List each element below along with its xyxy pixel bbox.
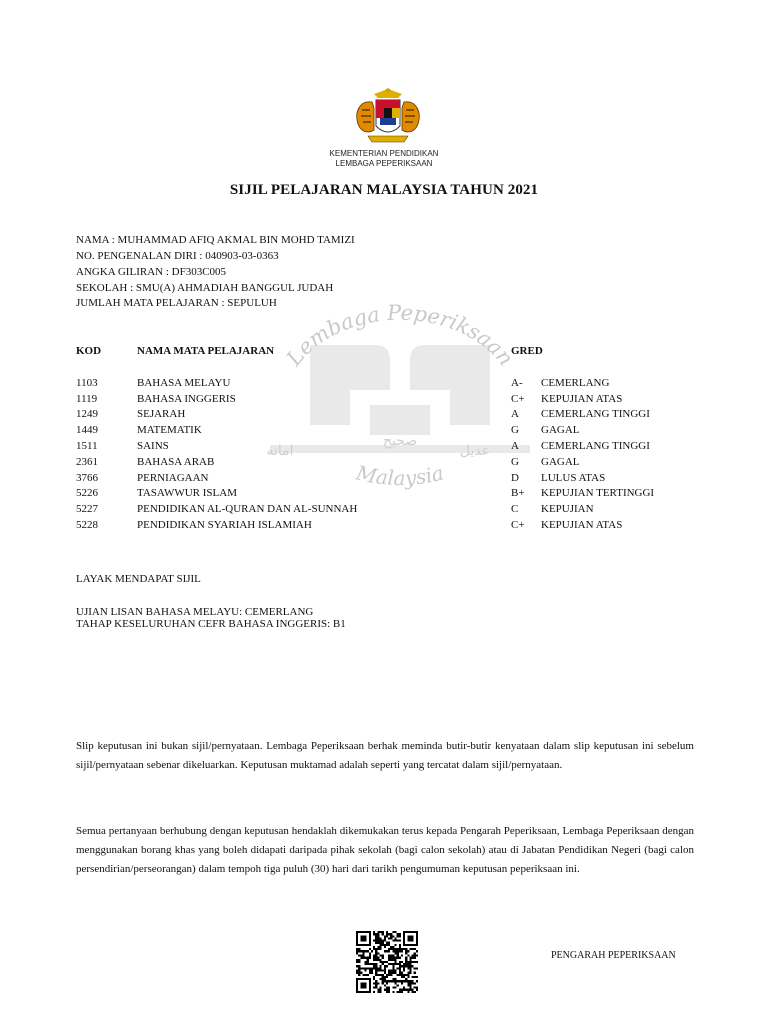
subject-grade: A [511, 408, 519, 420]
subject-code: 5227 [76, 503, 98, 515]
qr-code-icon [356, 931, 418, 993]
subject-name: SAINS [137, 440, 169, 452]
ministry-name: KEMENTERIAN PENDIDIKAN [329, 149, 439, 158]
director-signature-label: PENGARAH PEPERIKSAAN [551, 950, 676, 961]
coat-of-arms-icon [338, 88, 438, 148]
subject-grade: G [511, 456, 519, 468]
grade-description: KEPUJIAN [541, 503, 594, 515]
cefr-level: TAHAP KESELURUHAN CEFR BAHASA INGGERIS: B1 [76, 618, 346, 630]
subject-name: BAHASA ARAB [137, 456, 215, 468]
subject-code: 5226 [76, 487, 98, 499]
enquiry-paragraph: Semua pertanyaan berhubung dengan keputusan hendaklah dikemukakan terus kepada Pengarah Peperiksaan, Lembaga Peperiksaan dengan menggunakan borang khas yang boleh didapati daripada pihak sekolah (bagi calon sekolah) atau di Jabatan Pendidikan Negeri (bagi calon persendirian/perseorangan) dalam tempoh tiga puluh (30) hari dari tarikh pengumuman keputusan peperiksaan ini. [76, 825, 694, 875]
subject-grade: C [511, 503, 519, 515]
certificate-eligibility: LAYAK MENDAPAT SIJIL [76, 573, 201, 585]
oral-test-result: UJIAN LISAN BAHASA MELAYU: CEMERLANG [76, 606, 314, 618]
subject-grade: B+ [511, 487, 525, 499]
subject-count: JUMLAH MATA PELAJARAN : SEPULUH [76, 297, 277, 309]
candidate-name: NAMA : MUHAMMAD AFIQ AKMAL BIN MOHD TAMIZI [76, 234, 355, 246]
grade-description: KEPUJIAN TERTINGGI [541, 487, 655, 499]
subject-code: 1449 [76, 424, 98, 436]
disclaimer-paragraph: Slip keputusan ini bukan sijil/pernyataan. Lembaga Peperiksaan berhak meminda butir-butir kenyataan dalam slip keputusan ini sebelum sijil/pernyataan sebenar dikeluarkan. Keputusan muktamad adalah seperti yang tercatat dalam sijil/pernyataan. [76, 740, 694, 771]
subject-code: 1119 [76, 393, 98, 405]
subject-code: 5228 [76, 519, 98, 531]
watermark-arabic-right: عديل [459, 443, 491, 459]
candidate-index-number: ANGKA GILIRAN : DF303C005 [76, 266, 227, 278]
watermark-bottom-text: Malaysia [354, 460, 446, 491]
grade-description: KEPUJIAN ATAS [541, 519, 623, 531]
subject-name: PENDIDIKAN SYARIAH ISLAMIAH [137, 519, 312, 531]
subject-code: 1511 [76, 440, 98, 452]
grade-description: CEMERLANG TINGGI [541, 408, 650, 420]
subject-code: 1103 [76, 377, 98, 389]
subject-name: PERNIAGAAN [137, 472, 209, 484]
watermark-top-text: Lembaga Peperiksaan [281, 300, 519, 371]
subject-grade: D [511, 472, 519, 484]
grade-description: CEMERLANG [541, 377, 610, 389]
subject-code: 2361 [76, 456, 98, 468]
subject-grade: A [511, 440, 519, 452]
subject-name: SEJARAH [137, 408, 186, 420]
subject-code: 1249 [76, 408, 98, 420]
watermark-arabic-left: امانه [266, 443, 294, 459]
subject-name: BAHASA INGGERIS [137, 393, 236, 405]
document-title: SIJIL PELAJARAN MALAYSIA TAHUN 2021 [229, 182, 539, 198]
grade-description: LULUS ATAS [541, 472, 606, 484]
candidate-ic: NO. PENGENALAN DIRI : 040903-03-0363 [76, 250, 279, 262]
board-name: LEMBAGA PEPERIKSAAN [335, 159, 433, 168]
grade-description: KEPUJIAN ATAS [541, 393, 623, 405]
subject-code: 3766 [76, 472, 98, 484]
subject-grade: A- [511, 377, 523, 389]
header-kod: KOD [76, 345, 102, 357]
grade-description: GAGAL [541, 424, 580, 436]
candidate-school: SEKOLAH : SMU(A) AHMADIAH BANGGUL JUDAH [76, 282, 334, 294]
subject-name: TASAWWUR ISLAM [137, 487, 237, 499]
subject-name: PENDIDIKAN AL-QURAN DAN AL-SUNNAH [137, 503, 358, 515]
watermark-arabic-center: صحيح [382, 433, 418, 449]
subject-grade: C+ [511, 393, 525, 405]
header-nama-mata-pelajaran: NAMA MATA PELAJARAN [137, 345, 275, 357]
header-gred: GRED [511, 345, 543, 357]
subject-grade: C+ [511, 519, 525, 531]
lembaga-peperiksaan-watermark [250, 285, 550, 515]
svg-text:Malaysia [353, 460, 446, 490]
grade-description: GAGAL [541, 456, 580, 468]
subject-name: MATEMATIK [137, 424, 202, 436]
subject-name: BAHASA MELAYU [137, 377, 231, 389]
subject-grade: G [511, 424, 519, 436]
grade-description: CEMERLANG TINGGI [541, 440, 650, 452]
